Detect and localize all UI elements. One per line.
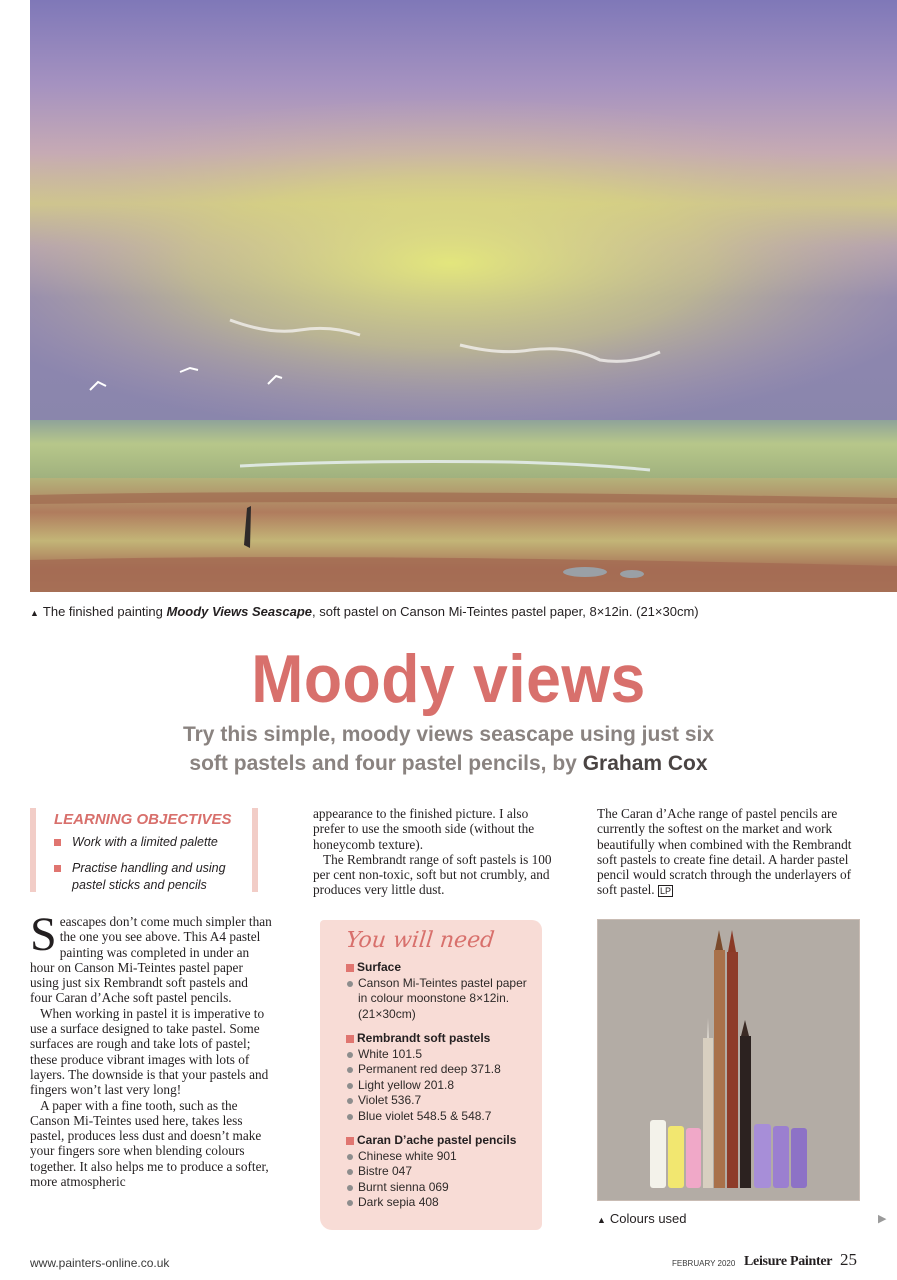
- materials-section-heading: Rembrandt soft pastels: [346, 1031, 536, 1047]
- paragraph-5: The Rembrandt range of soft pastels is 100 per cent non-toxic, soft but not crumbly, and produces very little dust.: [313, 851, 552, 898]
- colours-caption: [597, 1211, 687, 1226]
- footer-date: FEBRUARY 2020: [672, 1259, 736, 1268]
- caption-marker-icon: ▲: [30, 608, 39, 618]
- subtitle-line-2-text: soft pastels and four pastel pencils, by: [189, 752, 583, 775]
- materials-section-heading: Caran D’ache pastel pencils: [346, 1133, 536, 1149]
- stick-yellow: [668, 1126, 684, 1188]
- pencil-dark-sepia: [740, 1036, 751, 1188]
- materials-section-heading: Surface: [346, 960, 536, 976]
- paragraph-1-text: eascapes don’t come much simpler than the one you see above. This A4 pastel painting was completed in under an hour on Canson Mi-Teintes pastel paper using just six Rembrandt soft pastels and four Caran d’Ache soft pastel pencils.: [30, 914, 272, 1006]
- stick-violet: [754, 1124, 771, 1188]
- materials-item: Permanent red deep 371.8: [346, 1062, 536, 1078]
- objective-item: [54, 860, 244, 894]
- objectives-left-bar: [30, 808, 36, 892]
- caption-suffix: , soft pastel on Canson Mi-Teintes pastel paper, 8×12in. (21×30cm): [312, 604, 699, 619]
- stick-blue-violet-1: [773, 1126, 789, 1188]
- materials-item: Chinese white 901: [346, 1149, 536, 1165]
- materials-item: Dark sepia 408: [346, 1195, 536, 1211]
- objective-text: Work with a limited palette: [72, 835, 218, 849]
- seascape-image: [30, 0, 897, 592]
- colours-caption-text: Colours used: [609, 1211, 687, 1226]
- subtitle-line-1: Try this simple, moody views seascape using just six: [182, 723, 715, 746]
- paragraph-4: appearance to the finished picture. I also prefer to use the smooth side (without the honeycomb texture).: [313, 806, 535, 852]
- materials-box: [320, 920, 542, 1230]
- materials-section-surface: [346, 960, 536, 1022]
- objective-item: [54, 834, 244, 851]
- hero-painting: [30, 0, 897, 592]
- author-name: Graham Cox: [582, 752, 708, 775]
- materials-item: Canson Mi-Teintes pastel paper in colour moonstone 8×12in. (21×30cm): [346, 976, 536, 1023]
- pencil-bistre: [714, 950, 725, 1188]
- article-subtitle: [0, 720, 897, 778]
- next-page-arrow-icon: ▶: [878, 1213, 887, 1225]
- article-title: Moody views: [251, 641, 646, 717]
- materials-item: Light yellow 201.8: [346, 1078, 536, 1094]
- stick-pink: [686, 1128, 701, 1188]
- materials-section-pastels: [346, 1031, 536, 1124]
- body-column-1: [30, 908, 272, 1190]
- bullet-square-icon: [54, 865, 61, 872]
- footer-url[interactable]: www.painters-online.co.uk: [30, 1256, 170, 1270]
- materials-section-pencils: [346, 1133, 536, 1211]
- colours-used-photo: [597, 919, 860, 1201]
- painting-caption: [30, 604, 890, 619]
- pencil-white-body: [703, 1038, 713, 1188]
- materials-item: Violet 536.7: [346, 1093, 536, 1109]
- subtitle-line-2: [0, 749, 897, 778]
- page-number: 25: [840, 1250, 857, 1269]
- objectives-right-bar: [252, 808, 258, 892]
- materials-heading: You will need: [344, 928, 496, 953]
- paragraph-3: A paper with a fine tooth, such as the Canson Mi-Teintes used here, takes less pastel, produces less dust and doesn’t make your fingers sore when blending colours together. It also helps me to produce a softer, more atmospheric: [30, 1097, 269, 1190]
- body-column-2: [313, 806, 553, 898]
- learning-objectives-box: [30, 808, 258, 892]
- paragraph-1: [30, 908, 272, 1006]
- pencil-burnt-sienna: [727, 952, 738, 1188]
- paragraph-2: When working in pastel it is imperative to use a surface designed to take pastel. Some surfaces are rough and take lots of pastel; these produce vibrant images with lots of layers. The downside is that your pastels and fingers won’t last very long!: [30, 1005, 269, 1098]
- bullet-square-icon: [54, 839, 61, 846]
- body-column-3: [597, 806, 859, 898]
- magazine-logo: Leisure Painter: [744, 1254, 833, 1269]
- paragraph-6-text: The Caran d’Ache range of pastel pencils are currently the softest on the market and work beautifully when combined with the Rembrandt soft pastels to create fine detail. A harder pastel pencil would scratch through the underlayers of soft pastel.: [597, 806, 852, 898]
- materials-item: Burnt sienna 069: [346, 1180, 536, 1196]
- caption-title: Moody Views Seascape: [166, 604, 312, 619]
- paragraph-6: [597, 806, 859, 898]
- stick-blue-violet-2: [791, 1128, 807, 1188]
- caption-prefix: The finished painting: [42, 604, 167, 619]
- materials-item: Blue violet 548.5 & 548.7: [346, 1109, 536, 1125]
- drop-cap: S: [30, 908, 57, 961]
- objective-text: Practise handling and using pastel sticks and pencils: [72, 861, 226, 892]
- materials-item: Bistre 047: [346, 1164, 536, 1180]
- materials-item: White 101.5: [346, 1047, 536, 1063]
- caption-marker-icon: ▲: [597, 1215, 606, 1225]
- stick-white: [650, 1120, 666, 1188]
- pastels-illustration: [598, 920, 859, 1200]
- end-mark-icon: LP: [659, 886, 671, 897]
- objectives-heading: LEARNING OBJECTIVES: [54, 811, 232, 828]
